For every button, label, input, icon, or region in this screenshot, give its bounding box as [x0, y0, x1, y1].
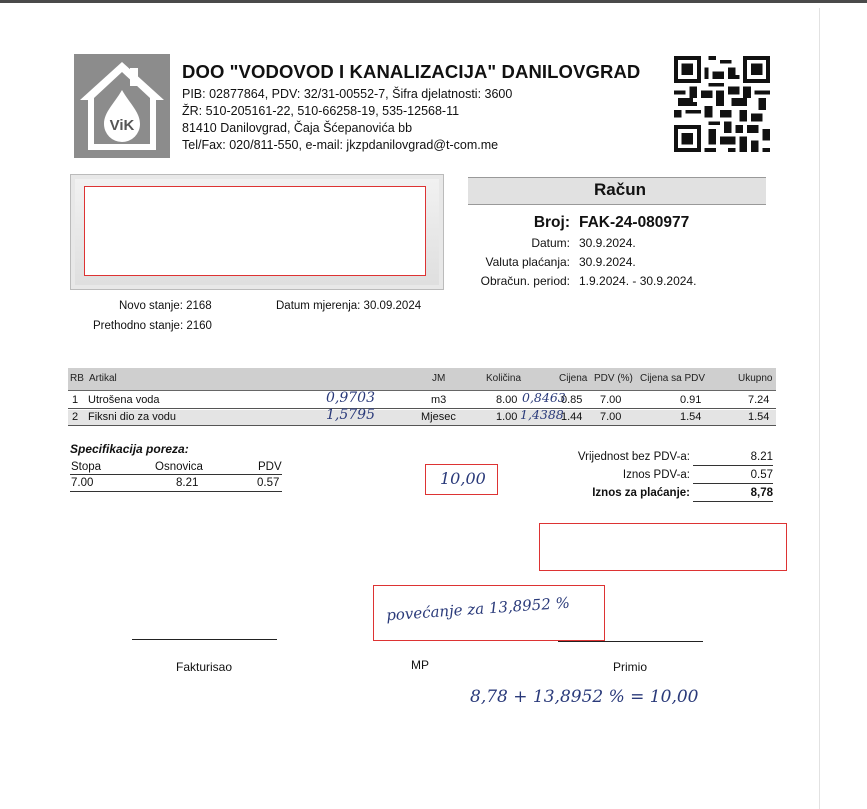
row-cijena: 1.44 — [561, 411, 583, 423]
row-handwritten-note: 0,9703 — [326, 390, 375, 406]
row-pdv: 7.00 — [600, 394, 622, 406]
invoice-currency-date: 30.9.2024. — [579, 255, 636, 269]
meter-prev-state: Prethodno stanje: 2160 — [93, 320, 212, 332]
tax-divider — [70, 474, 282, 475]
handwritten-total: 10,00 — [440, 469, 486, 488]
tax-h-pdv: PDV — [258, 461, 282, 473]
total-pay-label: Iznos za plaćanje: — [592, 487, 690, 499]
meter-new-state: Novo stanje: 2168 — [119, 300, 212, 312]
th-cijena: Cijena — [559, 373, 588, 384]
row-artikal: Utrošena voda — [88, 394, 160, 406]
row-jm: m3 — [431, 394, 447, 406]
row-handwritten-note: 1,5795 — [326, 407, 375, 423]
row-rb: 1 — [72, 394, 79, 406]
company-contact: Tel/Fax: 020/811-550, e-mail: jkzpdanilovgrad@t-com.me — [182, 138, 499, 152]
tax-pdv: 0.57 — [257, 477, 280, 489]
row-kolicina: 1.00 — [496, 411, 518, 423]
company-name: DOO "VODOVOD I KANALIZACIJA" DANILOVGRAD — [182, 61, 641, 82]
row-kolicina: 8.00 — [496, 394, 518, 406]
th-kolicina: Količina — [486, 373, 522, 384]
row-cijena: 0.85 — [561, 394, 583, 406]
row-artikal: Fiksni dio za vodu — [88, 411, 177, 423]
company-accounts: ŽR: 510-205161-22, 510-66258-19, 535-12568-11 — [182, 104, 460, 118]
row-cijena-pdv: 0.91 — [680, 394, 702, 406]
tax-bottom-line — [70, 491, 282, 492]
tax-osnovica: 8.21 — [176, 477, 199, 489]
signature-mp: MP — [411, 658, 429, 672]
tax-h-stopa: Stopa — [71, 461, 102, 473]
total-vat-line — [693, 483, 773, 484]
invoice-date: 30.9.2024. — [579, 236, 636, 250]
th-pdv: PDV (%) — [594, 373, 633, 384]
total-pay: 8,78 — [750, 487, 773, 499]
logo-text: ViK — [109, 117, 135, 134]
th-rb: RB — [70, 373, 84, 384]
row-handwritten-price: 1,4388 — [520, 407, 564, 422]
th-jm: JM — [432, 373, 446, 384]
redacted-address — [84, 186, 426, 276]
redacted-area — [539, 523, 787, 571]
signature-line-primio — [558, 641, 703, 642]
invoice-number-label: Broj: — [533, 214, 570, 231]
scan-edge — [819, 8, 820, 809]
table-row — [68, 393, 776, 409]
invoice-date-label: Datum: — [531, 236, 570, 250]
invoice-period: 1.9.2024. - 30.9.2024. — [579, 274, 697, 288]
invoice-currency-label: Valuta plaćanja: — [485, 255, 570, 269]
th-ukupno: Ukupno — [738, 373, 773, 384]
handwritten-increase: povećanje za 13,8952 % — [385, 593, 571, 625]
top-border — [0, 0, 867, 3]
row-pdv: 7.00 — [600, 411, 622, 423]
th-cijena-pdv: Cijena sa PDV — [640, 373, 706, 384]
row-jm: Mjesec — [421, 411, 456, 423]
company-ids: PIB: 02877864, PDV: 32/31-00552-7, Šifra djelatnosti: 3600 — [182, 87, 513, 101]
total-vat: 0.57 — [750, 469, 773, 481]
invoice-title: Račun — [594, 180, 646, 199]
meter-measure-date: Datum mjerenja: 30.09.2024 — [276, 300, 422, 312]
row-rb: 2 — [72, 411, 79, 423]
invoice-number: FAK-24-080977 — [579, 214, 690, 231]
signature-primio: Primio — [613, 660, 648, 674]
signature-line-fakturisao — [132, 639, 277, 640]
company-address: 81410 Danilovgrad, Čaja Šćepanovića bb — [182, 121, 413, 135]
tax-stopa: 7.00 — [71, 477, 94, 489]
total-vat-label: Iznos PDV-a: — [622, 469, 690, 481]
row-handwritten-price: 0,8463 — [522, 390, 566, 405]
invoice-period-label: Obračun. period: — [480, 274, 570, 288]
tax-spec-title: Specifikacija poreza: — [70, 442, 189, 456]
row-ukupno: 1.54 — [748, 411, 770, 423]
tax-h-osnovica: Osnovica — [155, 461, 203, 473]
signature-fakturisao: Fakturisao — [176, 660, 233, 674]
row-ukupno: 7.24 — [748, 394, 770, 406]
th-artikal: Artikal — [89, 373, 117, 384]
total-base-line — [693, 465, 773, 466]
qr-code — [674, 56, 770, 152]
row-cijena-pdv: 1.54 — [680, 411, 702, 423]
total-pay-line — [693, 501, 773, 502]
vik-logo — [74, 54, 170, 158]
total-base-label: Vrijednost bez PDV-a: — [577, 451, 690, 463]
total-base: 8.21 — [750, 451, 773, 463]
handwritten-formula: 8,78 + 13,8952 % = 10,00 — [470, 687, 699, 707]
